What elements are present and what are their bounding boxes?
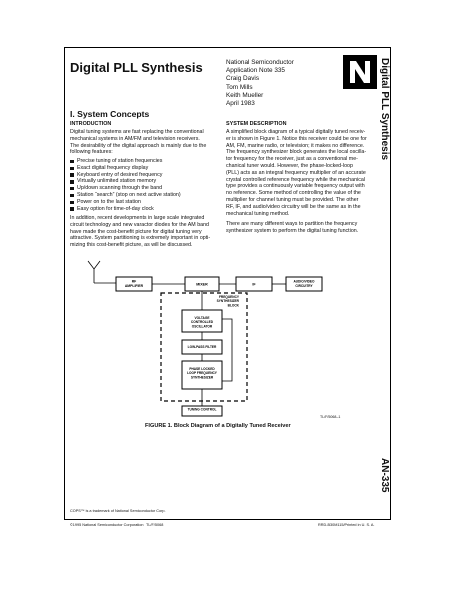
text-line: mizing this cost-benefit picture, as will be discussed. bbox=[70, 242, 193, 249]
rf-amplifier-block bbox=[116, 277, 152, 291]
vco-label bbox=[191, 316, 214, 328]
text-line: no reference. Some method of controlling the value of the bbox=[226, 190, 361, 197]
list-item: Power on to the last station bbox=[70, 199, 215, 206]
text-line: The frequency synthesizer block generates the local oscilla- bbox=[226, 149, 367, 156]
feedback-line bbox=[222, 319, 232, 381]
block-diagram bbox=[64, 253, 391, 418]
document-title: Digital PLL Synthesis bbox=[70, 60, 203, 75]
text-line: mechanical systems in AM/FM and television receivers. bbox=[70, 135, 200, 142]
text-line: type provides a continuously variable frequency output with bbox=[226, 183, 365, 190]
pll-synthesizer-label-line: PHASE LOCKED bbox=[189, 367, 215, 371]
text-line: have made the cost-benefit picture for digital tuning very bbox=[70, 228, 202, 235]
system-description-paragraph bbox=[226, 129, 373, 217]
text-line: The desirability of the digital approach is mainly due to the bbox=[70, 142, 207, 149]
audio-video-label-line: AUDIO/VIDEO bbox=[293, 279, 315, 284]
list-item: Up/down scanning through the band bbox=[70, 185, 215, 192]
pll-synthesizer-label bbox=[187, 367, 218, 379]
text-line: chanical tuner would. However, the phase-locked-loop bbox=[226, 162, 353, 169]
text-line: following features: bbox=[70, 149, 113, 156]
list-item: Keyboard entry of desired frequency bbox=[70, 172, 215, 179]
text-line: In addition, recent developments in large scale integrated bbox=[70, 215, 205, 221]
feature-list bbox=[70, 158, 215, 212]
list-item: Precise tuning of station frequencies bbox=[70, 158, 215, 165]
text-line: synthesizer system to perform the digital tuning function. bbox=[226, 227, 359, 234]
mixer-label: MIXER bbox=[196, 282, 208, 287]
text-line: attractive. System partitioning is extremely important in opti- bbox=[70, 235, 211, 242]
footer-copyright: ©1995 National Semiconductor Corporation bbox=[70, 523, 144, 527]
rf-amplifier-label-line: RF bbox=[131, 279, 137, 284]
figure-caption: FIGURE 1. Block Diagram of a Digitally Tuned Receiver bbox=[145, 423, 291, 429]
meta-author: Keith Mueller bbox=[226, 91, 264, 99]
side-note-number bbox=[365, 458, 395, 518]
meta-note-number: Application Note 335 bbox=[226, 67, 285, 75]
side-note-number-text: AN-335 bbox=[379, 458, 390, 493]
text-line: There are many different ways to partition the frequency bbox=[226, 221, 358, 227]
text-line: AM, FM, marine radio, or television; it makes no difference. bbox=[226, 142, 365, 149]
intro-paragraph-2 bbox=[70, 215, 217, 249]
trademark-note: COPS™ is a trademark of National Semiconductor Corp. bbox=[70, 509, 166, 513]
vco-block bbox=[182, 310, 222, 332]
section-title: I. System Concepts bbox=[70, 109, 150, 119]
footer-code: TL/F/5068 bbox=[146, 523, 164, 527]
vco-label-line: CONTROLLED bbox=[190, 320, 214, 325]
list-item: Exact digital frequency display bbox=[70, 165, 215, 172]
text-line: A simplified block diagram of a typical digitally tuned receiv- bbox=[226, 129, 366, 135]
pll-synthesizer-label-line: SYNTHESIZER bbox=[190, 375, 214, 380]
synthesizer-label-line: BLOCK bbox=[227, 303, 239, 308]
footer-printed: RRD-B30M115/Printed in U. S. A. bbox=[318, 523, 375, 527]
text-line: er is shown in Figure 1. Notice this receiver could be one for bbox=[226, 135, 367, 142]
rf-amplifier-label-line: AMPLIFIER bbox=[124, 283, 144, 288]
intro-heading: INTRODUCTION bbox=[70, 121, 112, 127]
text-line: RF, IF, and audio/video circuitry will be the same as in the bbox=[226, 203, 361, 210]
vco-label-line: VOLTAGE bbox=[194, 316, 210, 320]
vco-label-line: OSCILLATOR bbox=[191, 324, 213, 329]
text-line: crystal controlled reference frequency while the mechanical bbox=[226, 176, 365, 183]
system-description-paragraph-2 bbox=[226, 221, 373, 235]
text-line: mechanical tuning method. bbox=[226, 210, 290, 217]
pll-synthesizer-block bbox=[182, 361, 222, 389]
audio-video-label-line: CIRCUITRY bbox=[295, 283, 313, 288]
meta-author: Craig Davis bbox=[226, 75, 260, 83]
intro-paragraph bbox=[70, 129, 217, 156]
text-line: Digital tuning systems are fast replacing the conventional bbox=[70, 129, 204, 135]
pll-synthesizer-label-line: LOOP FREQUENCY bbox=[187, 371, 217, 376]
tuning-control-block bbox=[182, 406, 222, 416]
meta-date: April 1983 bbox=[226, 100, 255, 108]
meta-publisher: National Semiconductor bbox=[226, 59, 294, 66]
if-block bbox=[236, 277, 272, 291]
mixer-block bbox=[185, 277, 219, 291]
system-description-heading: SYSTEM DESCRIPTION bbox=[226, 121, 287, 127]
list-item: Easy option for time-of-day clock bbox=[70, 206, 215, 213]
rf-amplifier-label bbox=[125, 280, 144, 288]
if-label: IF bbox=[252, 282, 256, 287]
low-pass-filter-block bbox=[182, 340, 222, 354]
antenna-icon bbox=[88, 261, 100, 283]
text-line: multiplier for channel tuning must be provided. The other bbox=[226, 196, 359, 203]
tuning-control-label: TUNING CONTROL bbox=[187, 407, 217, 412]
synthesizer-label-line: FREQUENCY bbox=[218, 295, 239, 299]
meta-author: Tom Mills bbox=[226, 83, 253, 91]
synthesizer-label-line: SYNTHESIZER bbox=[216, 299, 239, 304]
audio-video-label bbox=[293, 280, 315, 288]
list-item: Virtually unlimited station memory bbox=[70, 178, 215, 185]
text-line: circuit technology and new varactor diodes for the AM band bbox=[70, 221, 209, 228]
synthesizer-label bbox=[217, 295, 240, 307]
text-line: tor frequency for the receiver, just as a conventional me- bbox=[226, 156, 358, 163]
document-meta bbox=[226, 59, 294, 108]
audio-video-block bbox=[286, 277, 322, 291]
text-line: (PLL) acts as an integral frequency multiplier of an accurate bbox=[226, 169, 366, 176]
side-title-text: Digital PLL Synthesis bbox=[379, 58, 390, 161]
list-item: Station “search” (stop on next active station) bbox=[70, 192, 215, 199]
figure-code: TL/F/5068–1 bbox=[320, 415, 341, 419]
low-pass-filter-label: LOW-PASS FILTER bbox=[187, 345, 217, 350]
